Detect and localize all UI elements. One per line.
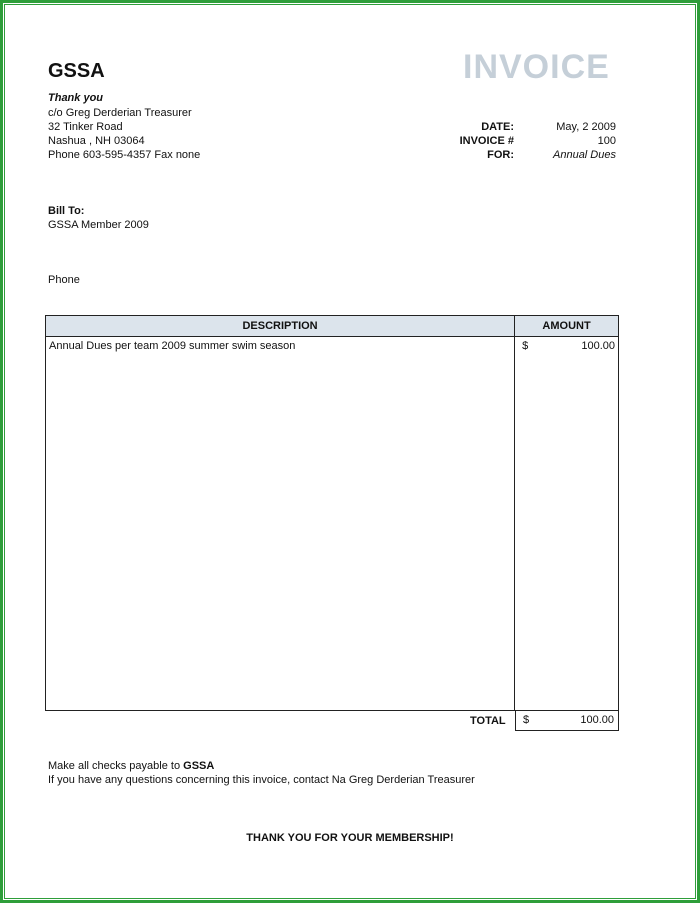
checks-payee: GSSA [183, 760, 215, 772]
table-row [46, 337, 619, 711]
thank-you-footer: THANK YOU FOR YOUR MEMBERSHIP! [246, 832, 454, 844]
date-value: May, 2 2009 [556, 121, 616, 133]
line-items-table [45, 315, 619, 711]
date-label: DATE: [481, 121, 514, 133]
row-description: Annual Dues per team 2009 summer swim season [46, 337, 515, 711]
for-value: Annual Dues [553, 149, 616, 161]
checks-prefix: Make all checks payable to [48, 760, 184, 772]
table-header-row [46, 316, 619, 337]
row-amount-cell [515, 337, 619, 711]
company-name: GSSA [48, 60, 105, 82]
bill-to-label: Bill To: [48, 205, 85, 217]
invoice-number-value: 100 [597, 135, 616, 147]
total-value: 100.00 [580, 714, 614, 726]
address-line-3: Nashua , NH 03064 [48, 135, 145, 147]
bill-to-phone-label: Phone [48, 274, 80, 286]
row-amount: 100.00 [581, 340, 615, 352]
total-box [515, 710, 619, 731]
total-label: TOTAL [470, 715, 506, 727]
document-title: INVOICE [463, 48, 610, 86]
invoice-number-label: INVOICE # [459, 135, 514, 147]
bill-to-name: GSSA Member 2009 [48, 219, 149, 231]
questions-line: If you have any questions concerning this invoice, contact Na Greg Derderian Treasurer [48, 774, 475, 786]
address-line-1: c/o Greg Derderian Treasurer [48, 107, 192, 119]
address-line-2: 32 Tinker Road [48, 121, 123, 133]
description-header: DESCRIPTION [46, 316, 515, 337]
for-label: FOR: [487, 149, 514, 161]
total-currency: $ [523, 714, 530, 726]
checks-payable-line [48, 760, 214, 772]
thanks-text: Thank you [48, 92, 104, 104]
row-currency: $ [522, 340, 529, 352]
amount-header: AMOUNT [515, 316, 619, 337]
phone-fax-line: Phone 603-595-4357 Fax none [48, 149, 201, 161]
